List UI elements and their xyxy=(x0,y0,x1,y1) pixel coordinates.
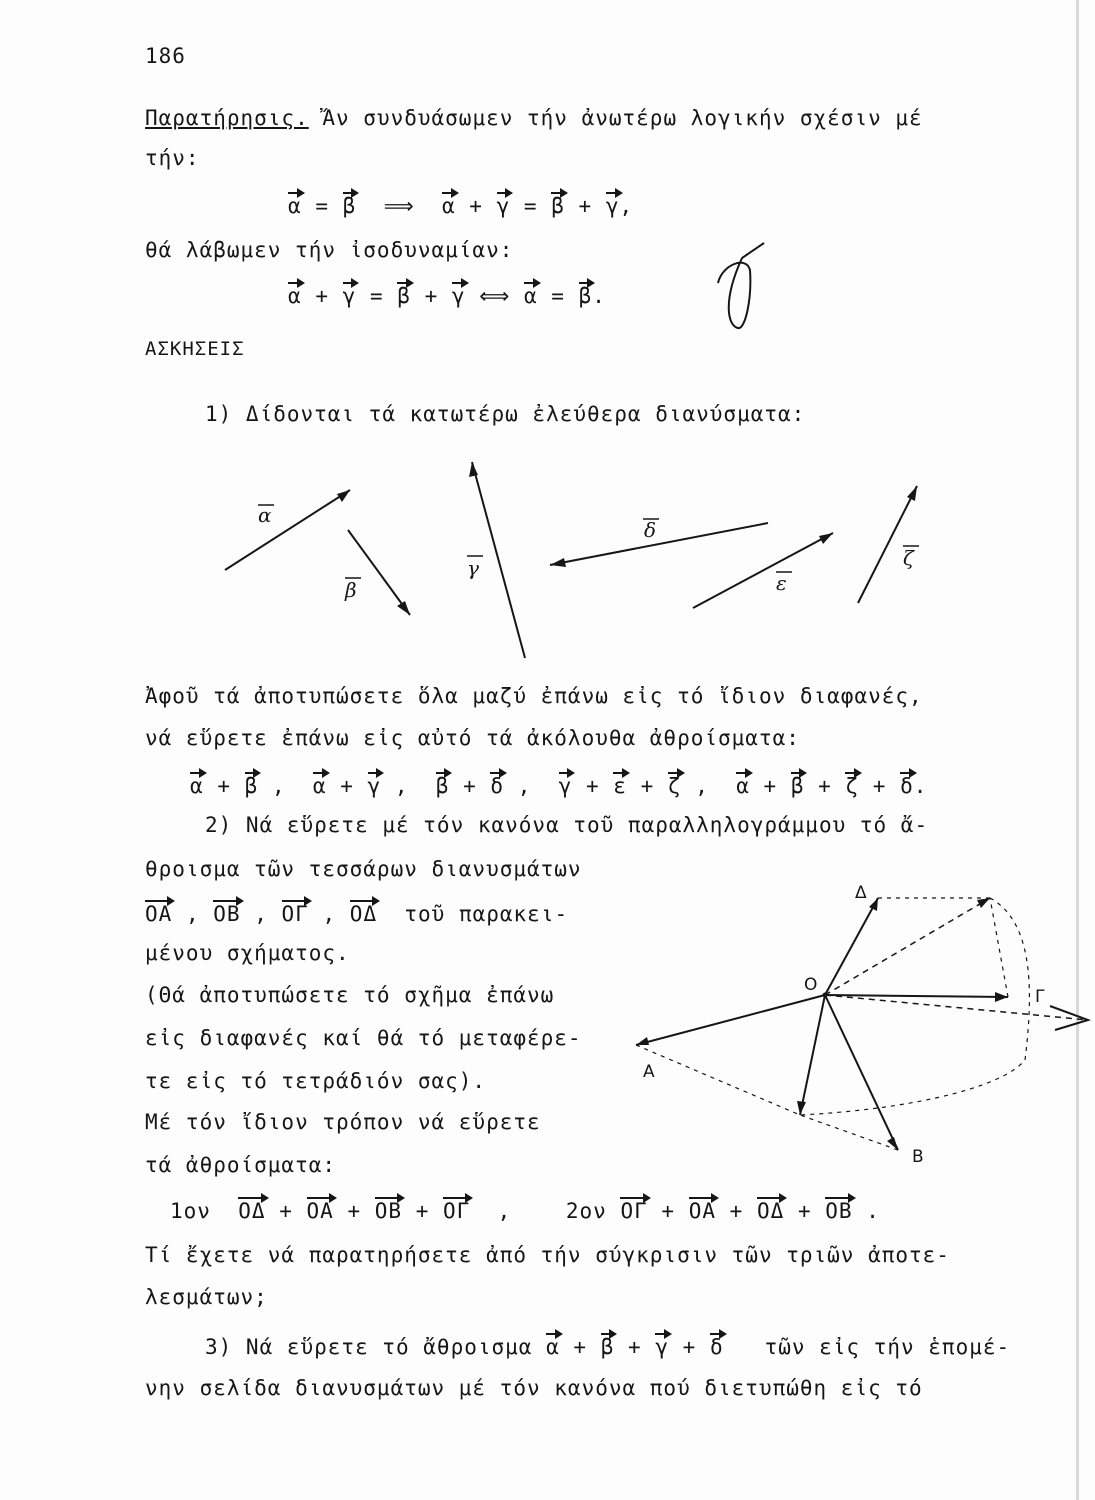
ex2-line-2: θροισμα τῶν τεσσάρων διανυσμάτων xyxy=(145,857,582,881)
plus-sign: + xyxy=(628,1335,642,1359)
vec-og: ΟΓ xyxy=(281,902,309,926)
page-number: 186 xyxy=(145,44,186,68)
vec-zeta: ζ xyxy=(667,774,682,798)
vec-od: ΟΔ xyxy=(349,902,378,926)
period: . xyxy=(866,1199,880,1223)
ex2-line-4: μένου σχήματος. xyxy=(145,941,350,965)
vec-gamma: γ xyxy=(451,284,466,308)
plus-sign: + xyxy=(729,1199,744,1223)
vector-ob xyxy=(825,995,898,1150)
plus-sign: + xyxy=(872,774,887,798)
vec-ob: ΟΒ xyxy=(374,1199,403,1223)
ex1-after-2: νά εὕρετε ἐπάνω εἰς αὐτό τά ἀκόλουθα ἀθροίσματα: xyxy=(145,726,800,750)
plus-sign: + xyxy=(279,1199,293,1223)
ex2-sums xyxy=(170,1197,880,1222)
vector-delta xyxy=(550,523,768,567)
label-a: Α xyxy=(643,1062,655,1082)
ex2-line-3 xyxy=(145,900,568,925)
vec-alpha: α xyxy=(441,194,456,218)
comma: , xyxy=(394,774,409,798)
plus-sign: + xyxy=(573,1335,588,1359)
vector-od xyxy=(825,898,878,995)
ex2-question-1: Τί ἔχετε νά παρατηρήσετε ἀπό τήν σύγκρισιν τῶν τριῶν ἀποτε- xyxy=(145,1243,950,1267)
label-zeta: ζ xyxy=(903,546,914,570)
vec-og: ΟΓ xyxy=(620,1199,648,1223)
ex3-line-1-head: 3) Νά εὕρετε τό ἄθροισμα xyxy=(205,1335,533,1359)
vec-beta: β xyxy=(600,1335,615,1359)
label-gamma: γ xyxy=(467,556,479,580)
plus-sign: + xyxy=(347,1199,362,1223)
equals-sign: = xyxy=(523,194,538,218)
vec-og: ΟΓ xyxy=(443,1199,471,1223)
plus-sign: + xyxy=(463,774,477,798)
vec-od: ΟΔ xyxy=(756,1199,785,1223)
plus-sign: + xyxy=(315,284,329,308)
vec-alpha: α xyxy=(312,774,327,798)
vector-epsilon xyxy=(693,533,833,608)
ex1-intro: 1) Δίδονται τά κατωτέρω ἐλεύθερα διανύσματα: xyxy=(205,402,806,426)
ex2-line-7: τε εἰς τό τετράδιόν σας). xyxy=(145,1069,487,1093)
ex2-question-2: λεσμάτων; xyxy=(145,1285,268,1309)
vec-epsilon: ε xyxy=(613,774,627,798)
label-o: Ο xyxy=(804,975,818,995)
vector-oa xyxy=(636,995,825,1045)
vec-zeta: ζ xyxy=(845,774,860,798)
implies-arrow: ⟹ xyxy=(383,194,415,218)
label-beta: β xyxy=(345,578,357,602)
vec-alpha: α xyxy=(546,1335,560,1359)
plus-sign: + xyxy=(763,774,778,798)
vec-alpha: α xyxy=(523,284,538,308)
vec-oa: ΟΑ xyxy=(145,902,173,926)
vec-delta: δ xyxy=(900,774,914,798)
remark-line-2: τήν: xyxy=(145,146,200,170)
vec-alpha: α xyxy=(190,774,204,798)
equals-sign: = xyxy=(315,194,329,218)
label-g: Γ xyxy=(1035,987,1045,1007)
vec-alpha: α xyxy=(288,194,302,218)
vec-beta: β xyxy=(397,284,411,308)
ex2-line-6: εἰς διαφανές καί θά τό μεταφέρε- xyxy=(145,1026,582,1050)
vec-gamma: γ xyxy=(367,774,382,798)
second-sum-label: 2ον xyxy=(565,1199,607,1223)
vec-oa: ΟΑ xyxy=(688,1199,717,1223)
comma: , xyxy=(517,774,532,798)
vec-alpha: α xyxy=(736,774,750,798)
vec-alpha: α xyxy=(288,284,302,308)
equals-sign: = xyxy=(369,284,384,308)
remark-line-3: θά λάβωμεν τήν ἰσοδυναμίαν: xyxy=(145,238,514,262)
plus-sign: + xyxy=(585,774,600,798)
plus-sign: + xyxy=(424,284,439,308)
vec-oa: ΟΑ xyxy=(306,1199,334,1223)
ex3-line-2: νην σελίδα διανυσμάτων μέ τόν κανόνα πού διετυπώθη εἰς τό xyxy=(145,1376,923,1400)
comma: , xyxy=(497,1199,512,1223)
vector-beta xyxy=(348,530,410,615)
plus-sign: + xyxy=(340,774,354,798)
label-b: Β xyxy=(912,1147,924,1167)
resultant-oa-ob xyxy=(800,995,825,1115)
vec-delta: δ xyxy=(490,774,505,798)
ex3-line-1-tail: τῶν εἰς τήν ἑπομέ- xyxy=(764,1335,1011,1359)
ex1-after-1: Ἀφοῦ τά ἀποτυπώσετε ὅλα μαζύ ἐπάνω εἰς τό ἴδιον διαφανές, xyxy=(145,684,923,708)
vec-ob: ΟΒ xyxy=(825,1199,853,1223)
equals-sign: = xyxy=(551,284,565,308)
period: . xyxy=(592,284,606,308)
vec-gamma: γ xyxy=(605,194,620,218)
plus-sign: + xyxy=(469,194,483,218)
comma: , xyxy=(271,774,286,798)
ex2-line-3-tail: τοῦ παρακει- xyxy=(404,902,569,926)
total-resultant xyxy=(825,995,1088,1020)
vec-ob: ΟΒ xyxy=(213,902,241,926)
vec-beta: β xyxy=(551,194,565,218)
comma: , xyxy=(619,194,634,218)
resultant-od-og xyxy=(825,898,990,995)
vec-beta: β xyxy=(790,774,805,798)
plus-sign: + xyxy=(818,774,832,798)
ex2-figure xyxy=(636,898,1088,1150)
label-d: Δ xyxy=(855,883,867,903)
vector-og xyxy=(825,995,1008,997)
label-delta: δ xyxy=(644,518,657,542)
plus-sign: + xyxy=(640,774,655,798)
vec-od: ΟΔ xyxy=(238,1199,266,1223)
comma: , xyxy=(254,902,268,926)
equivalence-arrow: ⟺ xyxy=(479,284,511,308)
plus-sign: + xyxy=(661,1199,676,1223)
plus-sign: + xyxy=(415,1199,430,1223)
remark-text-1: Ἄν συνδυάσωμεν τήν ἀνωτέρω λογικήν σχέσιν μέ xyxy=(322,106,923,130)
vector-zeta xyxy=(858,486,917,603)
period: . xyxy=(913,774,928,798)
vec-beta: β xyxy=(342,194,357,218)
vector-alpha xyxy=(225,490,350,570)
ex2-line-1: 2) Νά εὕρετε μέ τόν κανόνα τοῦ παραλληλογράμμου τό ἄ- xyxy=(205,813,929,837)
plus-sign: + xyxy=(578,194,593,218)
vec-gamma: γ xyxy=(496,194,511,218)
vec-beta: β xyxy=(244,774,259,798)
vec-gamma: γ xyxy=(342,284,357,308)
plus-sign: + xyxy=(217,774,231,798)
hand-drawn-mark xyxy=(718,243,764,328)
vec-beta: β xyxy=(435,774,450,798)
ex2-line-5: (Θά ἀποτυπώσετε τό σχῆμα ἐπάνω xyxy=(145,983,555,1007)
comma: , xyxy=(695,774,709,798)
exercises-heading: ΑΣΚΗΣΕΙΣ xyxy=(145,338,245,360)
ex3-line-1 xyxy=(205,1333,1010,1358)
vec-delta: δ xyxy=(709,1335,724,1359)
ex1-sums xyxy=(190,772,927,797)
ex2-line-9: τά ἀθροίσματα: xyxy=(145,1153,337,1177)
plus-sign: + xyxy=(682,1335,697,1359)
label-epsilon: ε xyxy=(776,571,787,595)
remark-heading: Παρατήρησις. xyxy=(145,106,309,130)
comma: , xyxy=(322,902,337,926)
label-alpha: α xyxy=(258,503,272,527)
comma: , xyxy=(185,902,200,926)
vec-gamma: γ xyxy=(558,774,573,798)
first-sum-label: 1ον xyxy=(170,1199,211,1223)
vec-gamma: γ xyxy=(655,1335,669,1359)
vec-beta: β xyxy=(578,284,593,308)
plus-sign: + xyxy=(797,1199,812,1223)
ex2-line-8: Μέ τόν ἴδιον τρόπον νά εὕρετε xyxy=(145,1110,541,1134)
